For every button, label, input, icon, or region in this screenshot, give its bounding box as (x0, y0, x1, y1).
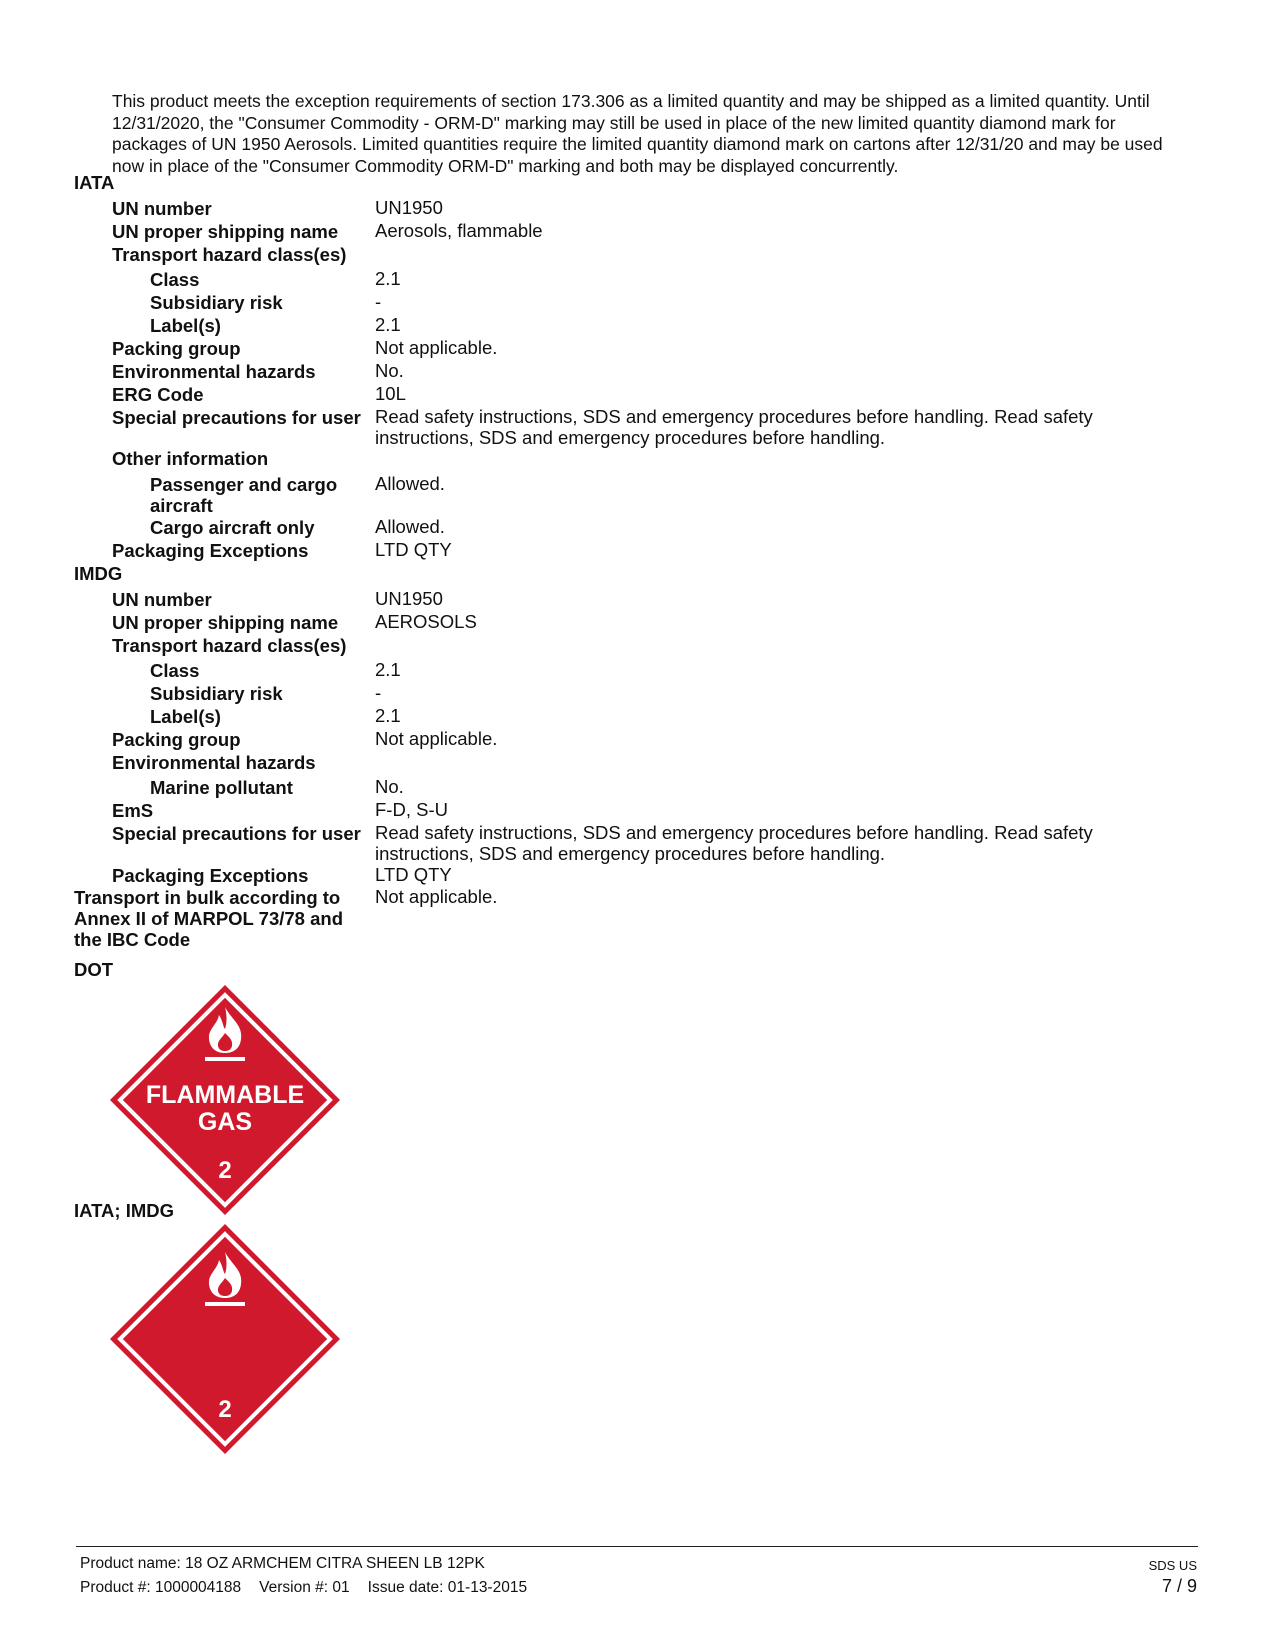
imdg-packing-group-label: Packing group (112, 729, 241, 750)
dot-heading: DOT (74, 959, 114, 980)
dot-placard-text-line2: GAS (197, 1108, 253, 1136)
footer-page-number: 7 / 9 (1161, 1576, 1197, 1596)
imdg-subsidiary-risk-value: - (375, 682, 382, 703)
dot-flammable-gas-placard (110, 985, 340, 1215)
imdg-labels-label: Label(s) (150, 706, 221, 727)
imdg-packaging-exceptions-value: LTD QTY (375, 864, 452, 885)
iata-other-info-label: Other information (112, 448, 269, 469)
iata-imdg-placard-class-number: 2 (218, 1396, 232, 1423)
imdg-ems-value: F-D, S-U (375, 799, 448, 820)
imdg-class-value: 2.1 (375, 659, 401, 680)
imdg-hazard-class-label: Transport hazard class(es) (112, 635, 347, 656)
iata-packaging-exceptions-label: Packaging Exceptions (112, 540, 309, 561)
imdg-class-label: Class (150, 660, 200, 681)
imdg-special-precautions-label: Special precautions for user (112, 823, 361, 844)
footer-doc-type: SDS US (1148, 1558, 1197, 1573)
iata-env-hazards-label: Environmental hazards (112, 361, 316, 382)
iata-packing-group-value: Not applicable. (375, 337, 498, 358)
imdg-marine-pollutant-value: No. (375, 776, 404, 797)
iata-special-precautions-label: Special precautions for user (112, 407, 361, 428)
iata-labels-value: 2.1 (375, 314, 401, 335)
imdg-un-number-value: UN1950 (375, 588, 443, 609)
bulk-transport-value: Not applicable. (375, 886, 498, 907)
iata-subsidiary-risk-value: - (375, 291, 382, 312)
footer-issue-date: Issue date: 01-13-2015 (367, 1579, 528, 1596)
imdg-shipping-name-value: AEROSOLS (375, 611, 477, 632)
iata-erg-code-label: ERG Code (112, 384, 204, 405)
imdg-ems-label: EmS (112, 800, 154, 821)
iata-cargo-aircraft-label: Cargo aircraft only (150, 517, 315, 538)
limited-quantity-note: This product meets the exception requirements of section 173.306 as a limited quantity and may be shipped as a limited quantity. Until 12/31/2020, the "Consumer Commodity - ORM-D" marking may still be used in place of the new limited quantity diamond mark for packages of UN 1950 Aerosols. Limited quantities require the limited quantity diamond mark on cartons after 12/31/20 and may be used now in place of the "Consumer Commodity ORM-D" marking and both may be displayed concurrently. (112, 91, 1163, 176)
imdg-un-number-label: UN number (112, 589, 212, 610)
imdg-marine-pollutant-label: Marine pollutant (150, 777, 293, 798)
iata-passenger-aircraft-value: Allowed. (375, 473, 445, 494)
footer-product-name: Product name: 18 OZ ARMCHEM CITRA SHEEN LB 12PK (80, 1555, 485, 1572)
imdg-labels-value: 2.1 (375, 705, 401, 726)
footer-version: Version #: 01 (259, 1579, 350, 1596)
imdg-heading: IMDG (74, 563, 123, 584)
iata-heading: IATA (74, 172, 115, 193)
imdg-subsidiary-risk-label: Subsidiary risk (150, 683, 283, 704)
iata-class-label: Class (150, 269, 200, 290)
iata-class-value: 2.1 (375, 268, 401, 289)
imdg-special-precautions-value: Read safety instructions, SDS and emergency procedures before handling. Read safety instructions, SDS and emergency procedures before handling. (375, 822, 1093, 864)
iata-shipping-name-value: Aerosols, flammable (375, 220, 543, 241)
dot-placard-class-number: 2 (218, 1157, 232, 1184)
iata-special-precautions-value: Read safety instructions, SDS and emergency procedures before handling. Read safety instructions, SDS and emergency procedures before handling. (375, 406, 1093, 448)
iata-hazard-class-label: Transport hazard class(es) (112, 244, 347, 265)
iata-un-number-value: UN1950 (375, 197, 443, 218)
footer-product-info (80, 1579, 545, 1597)
dot-placard-text-line1: FLAMMABLE (145, 1081, 305, 1109)
footer-product-number: Product #: 1000004188 (80, 1579, 242, 1596)
iata-imdg-class2-label (110, 1224, 340, 1454)
iata-cargo-aircraft-value: Allowed. (375, 516, 445, 537)
iata-imdg-heading: IATA; IMDG (74, 1200, 175, 1221)
iata-labels-label: Label(s) (150, 315, 221, 336)
iata-passenger-aircraft-label: Passenger and cargo aircraft (150, 474, 338, 516)
imdg-shipping-name-label: UN proper shipping name (112, 612, 339, 633)
iata-packaging-exceptions-value: LTD QTY (375, 539, 452, 560)
imdg-packing-group-value: Not applicable. (375, 728, 498, 749)
iata-subsidiary-risk-label: Subsidiary risk (150, 292, 283, 313)
iata-shipping-name-label: UN proper shipping name (112, 221, 339, 242)
imdg-packaging-exceptions-label: Packaging Exceptions (112, 865, 309, 886)
iata-erg-code-value: 10L (375, 383, 406, 404)
iata-env-hazards-value: No. (375, 360, 404, 381)
imdg-env-hazards-label: Environmental hazards (112, 752, 316, 773)
iata-packing-group-label: Packing group (112, 338, 241, 359)
bulk-transport-label: Transport in bulk according to Annex II of MARPOL 73/78 and the IBC Code (74, 887, 343, 950)
iata-un-number-label: UN number (112, 198, 212, 219)
footer-divider (76, 1546, 1198, 1547)
